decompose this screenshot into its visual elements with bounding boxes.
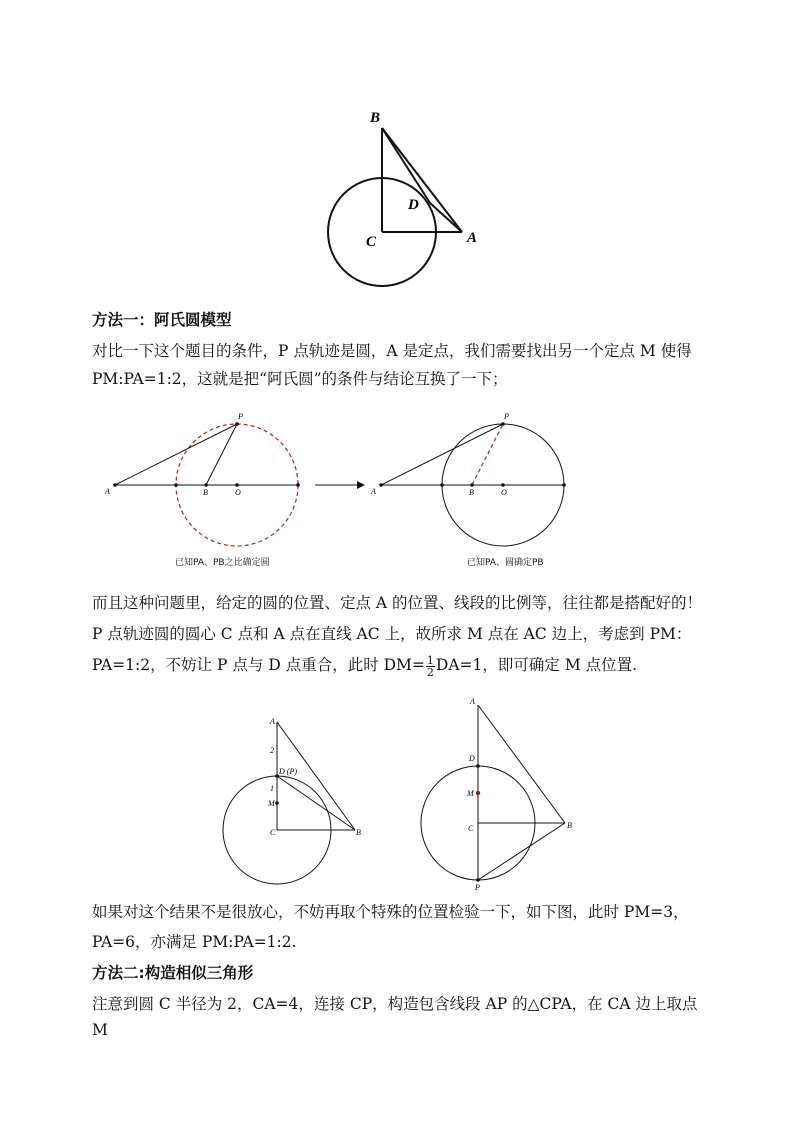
figure-2-left-label-p: P (238, 412, 243, 421)
section-2-line-3-after: DA=1，即可确定 M 点位置. (435, 656, 638, 674)
section-4-line-1: 注意到圆 C 半径为 2，CA=4，连接 CP，构造包含线段 AP 的△CPA，在 CA 边上取点 M (92, 995, 698, 1039)
figure-3-left-label-m: M (268, 799, 275, 808)
figure-3-left-label-b: B (356, 828, 361, 837)
figure-3-right-label-b: B (567, 821, 572, 830)
figure-3-left-label-c: C (270, 828, 276, 837)
section-2-line-3 (92, 652, 712, 678)
figure-3-left-label-2: 2 (270, 746, 274, 755)
figure-2-left-segment-pb (206, 424, 237, 485)
method-one-paragraph-line-2: PM:PA=1:2，这就是把“阿氏圆”的条件与结论互换了一下； (92, 370, 508, 388)
figure-2-left-point-right (296, 483, 300, 487)
figure-1-label-a: A (467, 230, 478, 246)
section-2-line-3-before: PA=1:2，不妨让 P 点与 D 点重合，此时 DM= (92, 656, 425, 674)
figure-2-right-label-a: A (371, 487, 376, 496)
figure-3-left-segment-db (277, 776, 355, 830)
figure-2-right-point-left (440, 483, 444, 487)
figure-2-left-segment-pa (115, 424, 237, 485)
figure-3-right-label-p: P (475, 883, 480, 892)
figure-3-left-label-a: A (270, 717, 275, 726)
figure-2-right-point-a (379, 483, 383, 487)
figure-2-left-point-o (235, 483, 239, 487)
figure-3-left-label-dp: D (P) (279, 767, 297, 776)
fraction-numerator: 1 (426, 653, 434, 667)
figure-1-segment-bd (382, 128, 430, 203)
figure-2-left-label-a: A (105, 487, 110, 496)
figure-3-right-label-a: A (470, 697, 475, 706)
figure-2-arrow-head (357, 481, 365, 489)
figure-2-right-label-b: B (469, 488, 474, 497)
figure-3-right-label-c: C (468, 824, 474, 833)
figure-2-left-point-left (174, 483, 178, 487)
figure-2-left-caption: 已知PA、PB之比确定圆 (175, 558, 270, 568)
figure-3-right-label-d: D (469, 754, 475, 763)
method-two-heading: 方法二:构造相似三角形 (92, 964, 254, 982)
section-3-line-2: PA=6，亦满足 PM:PA=1:2. (92, 933, 297, 951)
figure-3-left-label-1: 1 (270, 784, 274, 793)
figure-3-right-point-p (476, 878, 480, 882)
section-2-line-1: 而且这种问题里，给定的圆的位置、定点 A 的位置、线段的比例等，往往都是搭配好的！ (92, 594, 703, 612)
figure-3-right-point-d (476, 764, 480, 768)
figure-2-right-caption: 已知PA、圆确定PB (467, 558, 544, 568)
figure-2-right-point-o (501, 483, 505, 487)
figure-2-right-dashed-pb (472, 424, 503, 485)
figure-3-left-segment-ab (277, 722, 355, 830)
fraction-denominator: 2 (426, 665, 434, 679)
figure-2-apollonius-diagram (95, 405, 595, 575)
figure-3-right-point-m (476, 791, 480, 795)
figure-1-label-c: C (366, 234, 377, 250)
figure-2-left-label-o: O (235, 488, 241, 497)
figure-2-right-point-b (470, 483, 474, 487)
figure-2-right-label-p: P (504, 412, 509, 421)
figure-2-left-point-b (204, 483, 208, 487)
figure-3-right-label-m: M (467, 789, 474, 798)
figure-3-right-segment-ab (478, 705, 565, 823)
figure-2-left-point-a (113, 483, 117, 487)
figure-2-left-point-p (235, 422, 239, 426)
figure-1-label-d: D (408, 197, 419, 213)
figure-3-geometry (215, 690, 595, 895)
figure-1-label-b: B (370, 110, 381, 126)
figure-2-right-segment-pa (381, 424, 503, 485)
section-3-line-1: 如果对这个结果不是很放心，不妨再取个特殊的位置检验一下，如下图，此时 PM=3， (92, 903, 689, 921)
figure-2-right-point-right (562, 483, 566, 487)
section-2-line-2: P 点轨迹圆的圆心 C 点和 A 点在直线 AC 上，故所求 M 点在 AC 边上，考虑到 PM： (92, 625, 692, 643)
figure-2-right-label-o: O (501, 488, 507, 497)
figure-2-right-point-p (501, 422, 505, 426)
fraction-one-half (426, 655, 435, 678)
figure-2-left-label-b: B (203, 488, 208, 497)
figure-1-geometry (310, 100, 500, 295)
figure-3-left-point-m (275, 801, 279, 805)
method-one-heading: 方法一：阿氏圆模型 (92, 311, 232, 329)
figure-3-right-segment-pb (478, 823, 565, 880)
method-one-paragraph-line-1: 对比一下这个题目的条件，P 点轨迹是圆，A 是定点，我们需要找出另一个定点 M 使得 (92, 342, 692, 360)
